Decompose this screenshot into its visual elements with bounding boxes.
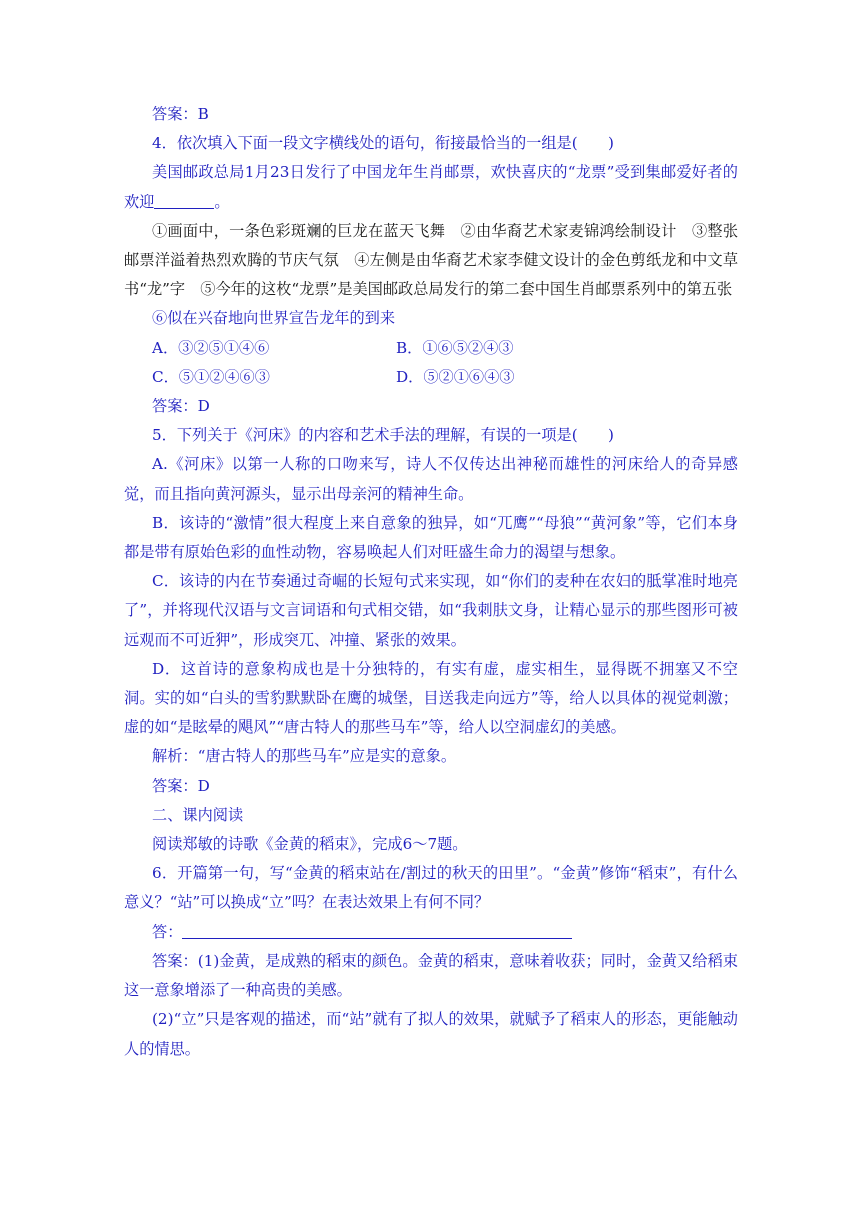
question-5-option-c: C．该诗的内在节奏通过奇崛的长短句式来实现，如“你们的麦种在农妇的胝掌准时地亮了”，并将现代汉语与文言词语和句式相交错，如“我刺肤文身，让精心显示的那些图形可被远观而不可近狎”，形成突兀、冲撞、紧张的效果。	[124, 572, 738, 649]
option-a: A．③②⑤①④⑥	[152, 338, 270, 357]
option-c: C．⑤①②④⑥③	[152, 367, 270, 386]
question-4-passage-end: 。	[214, 192, 230, 211]
section-heading: 二、课内阅读	[152, 805, 244, 824]
answer-q3: 答案：B	[152, 105, 209, 123]
document-body	[124, 100, 738, 1064]
question-5: 5．下列关于《河床》的内容和艺术手法的理解，有误的一项是( )	[152, 426, 614, 445]
answer-label: 答：	[152, 922, 183, 941]
answer-q4: 答案：D	[152, 397, 210, 416]
question-4: 4．依次填入下面一段文字横线处的语句，衔接最恰当的一组是( )	[152, 134, 614, 153]
option-b: B．①⑥⑤②④③	[396, 338, 514, 357]
fill-blank-line	[154, 190, 214, 209]
question-6: 6．开篇第一句，写“金黄的稻束站在/割过的秋天的田里”。“金黄”修饰“稻束”，有什么意义？“站”可以换成“立”吗？在表达效果上有何不同？	[124, 864, 738, 912]
question-4-passage	[124, 158, 738, 216]
question-5-option-d: D．这首诗的意象构成也是十分独特的，有实有虚，虚实相生，显得既不拥塞又不空洞。实的如“白头的雪豹默默卧在鹰的城堡，目送我走向远方”等，给人以具体的视觉刺激；虚的如“是眩晕的飓风”“唐古特人的那些马车”等，给人以空洞虚幻的美感。	[124, 659, 738, 737]
question-5-option-b: B．该诗的“激情”很大程度上来自意象的独异，如“兀鹰”“母狼”“黄河象”等，它们本身都是带有原始色彩的血性动物，容易唤起人们对旺盛生命力的渴望与想象。	[124, 513, 738, 562]
answer-q6-part-2: (2)“立”只是客观的描述，而“站”就有了拟人的效果，就赋予了稻束人的形态，更能触动人的情思。	[124, 1010, 738, 1058]
question-4-options-row-2	[124, 363, 738, 392]
analysis-q5: 解析：“唐古特人的那些马车”应是实的意象。	[152, 747, 457, 766]
question-4-options-row-1	[124, 334, 738, 363]
question-5-option-a: A.《河床》以第一人称的口吻来写，诗人不仅传达出神秘而雄性的河床给人的奇异感觉，而且指向黄河源头，显示出母亲河的精神生命。	[124, 455, 738, 503]
question-4-passage-text: 美国邮政总局1月23日发行了中国龙年生肖邮票，欢快喜庆的“龙票”受到集邮爱好者的欢迎	[124, 163, 738, 211]
reading-instruction: 阅读郑敏的诗歌《金黄的稻束》，完成6～7题。	[152, 835, 468, 854]
question-4-sentences: ①画面中，一条色彩斑斓的巨龙在蓝天飞舞 ②由华裔艺术家麦锦鸿绘制设计 ③整张邮票洋溢着热烈欢腾的节庆气氛 ④左侧是由华裔艺术家李健文设计的金色剪纸龙和中文草书“龙”字 ⑤今年的这枚“龙票”是美国邮政总局发行的第二套中国生肖邮票系列中的第五张	[124, 221, 738, 299]
answer-field	[124, 918, 738, 947]
question-4-sentence-6: ⑥似在兴奋地向世界宣告龙年的到来	[152, 309, 395, 328]
option-d: D．⑤②①⑥④③	[396, 367, 515, 386]
answer-q6-part-1: 答案：(1)金黄，是成熟的稻束的颜色。金黄的稻束，意味着收获；同时，金黄又给稻束这一意象增添了一种高贵的美感。	[124, 951, 738, 1000]
answer-q5: 答案：D	[152, 776, 210, 795]
answer-line	[182, 920, 572, 939]
